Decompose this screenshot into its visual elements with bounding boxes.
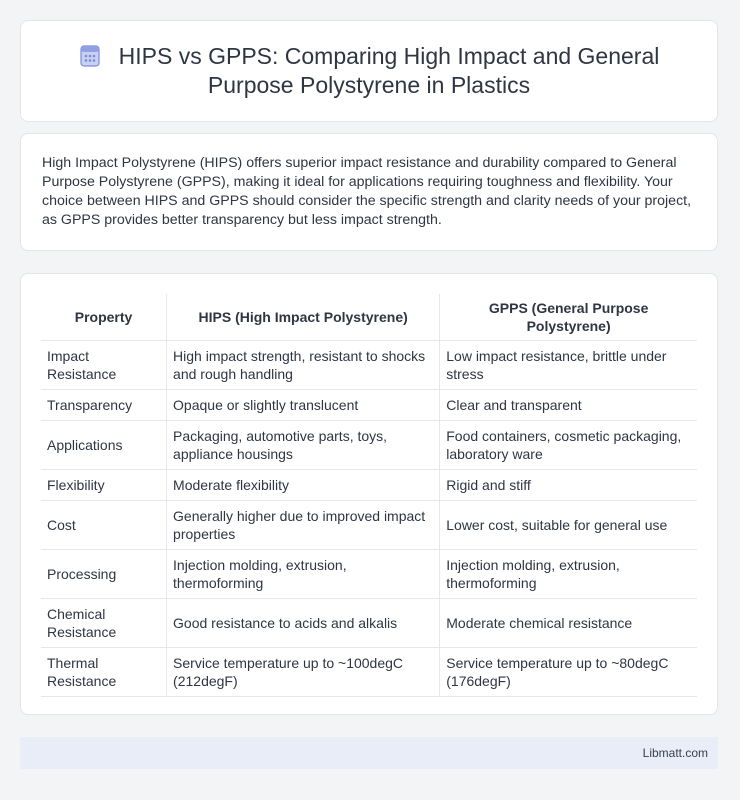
- row-hips-value: Opaque or slightly translucent: [167, 390, 440, 421]
- page-title-wrap: [49, 42, 689, 100]
- document-icon: [79, 45, 101, 67]
- header-gpps: GPPS (General Purpose Polystyrene): [440, 294, 697, 341]
- row-gpps-value: Rigid and stiff: [440, 470, 697, 501]
- table-row: [41, 390, 697, 421]
- header-property: Property: [41, 294, 167, 341]
- page-title: HIPS vs GPPS: Comparing High Impact and General Purpose Polystyrene in Plastics: [118, 43, 660, 98]
- row-property: Transparency: [41, 390, 167, 421]
- footer: [20, 737, 718, 769]
- table-row: [41, 550, 697, 599]
- table-row: [41, 470, 697, 501]
- row-hips-value: Moderate flexibility: [167, 470, 440, 501]
- intro-card: [20, 133, 718, 251]
- row-gpps-value: Food containers, cosmetic packaging, laboratory ware: [440, 421, 697, 470]
- row-hips-value: Good resistance to acids and alkalis: [167, 599, 440, 648]
- row-property: Impact Resistance: [41, 341, 167, 390]
- footer-site-name: Libmatt.com: [642, 746, 708, 760]
- row-property: Cost: [41, 501, 167, 550]
- row-gpps-value: Lower cost, suitable for general use: [440, 501, 697, 550]
- title-card: [20, 20, 718, 122]
- table-row: [41, 648, 697, 697]
- row-gpps-value: Clear and transparent: [440, 390, 697, 421]
- row-hips-value: Injection molding, extrusion, thermoforming: [167, 550, 440, 599]
- row-property: Thermal Resistance: [41, 648, 167, 697]
- header-hips: HIPS (High Impact Polystyrene): [167, 294, 440, 341]
- table-header-row: [41, 294, 697, 341]
- row-hips-value: Packaging, automotive parts, toys, appliance housings: [167, 421, 440, 470]
- row-hips-value: Generally higher due to improved impact properties: [167, 501, 440, 550]
- intro-text: High Impact Polystyrene (HIPS) offers superior impact resistance and durability compared to General Purpose Polystyrene (GPPS), making it ideal for applications requiring toughness and flexibility. Your choice between HIPS and GPPS should consider the specific strength and clarity needs of your project, as GPPS provides better transparency but less impact strength.: [42, 155, 692, 228]
- row-hips-value: High impact strength, resistant to shocks and rough handling: [167, 341, 440, 390]
- table-row: [41, 421, 697, 470]
- row-gpps-value: Service temperature up to ~80degC (176degF): [440, 648, 697, 697]
- row-property: Applications: [41, 421, 167, 470]
- comparison-table-card: [20, 273, 718, 715]
- table-row: [41, 341, 697, 390]
- row-gpps-value: Moderate chemical resistance: [440, 599, 697, 648]
- row-property: Flexibility: [41, 470, 167, 501]
- table-row: [41, 599, 697, 648]
- row-gpps-value: Injection molding, extrusion, thermoforming: [440, 550, 697, 599]
- row-gpps-value: Low impact resistance, brittle under stress: [440, 341, 697, 390]
- row-property: Processing: [41, 550, 167, 599]
- table-row: [41, 501, 697, 550]
- row-hips-value: Service temperature up to ~100degC (212degF): [167, 648, 440, 697]
- comparison-table: [41, 294, 697, 697]
- row-property: Chemical Resistance: [41, 599, 167, 648]
